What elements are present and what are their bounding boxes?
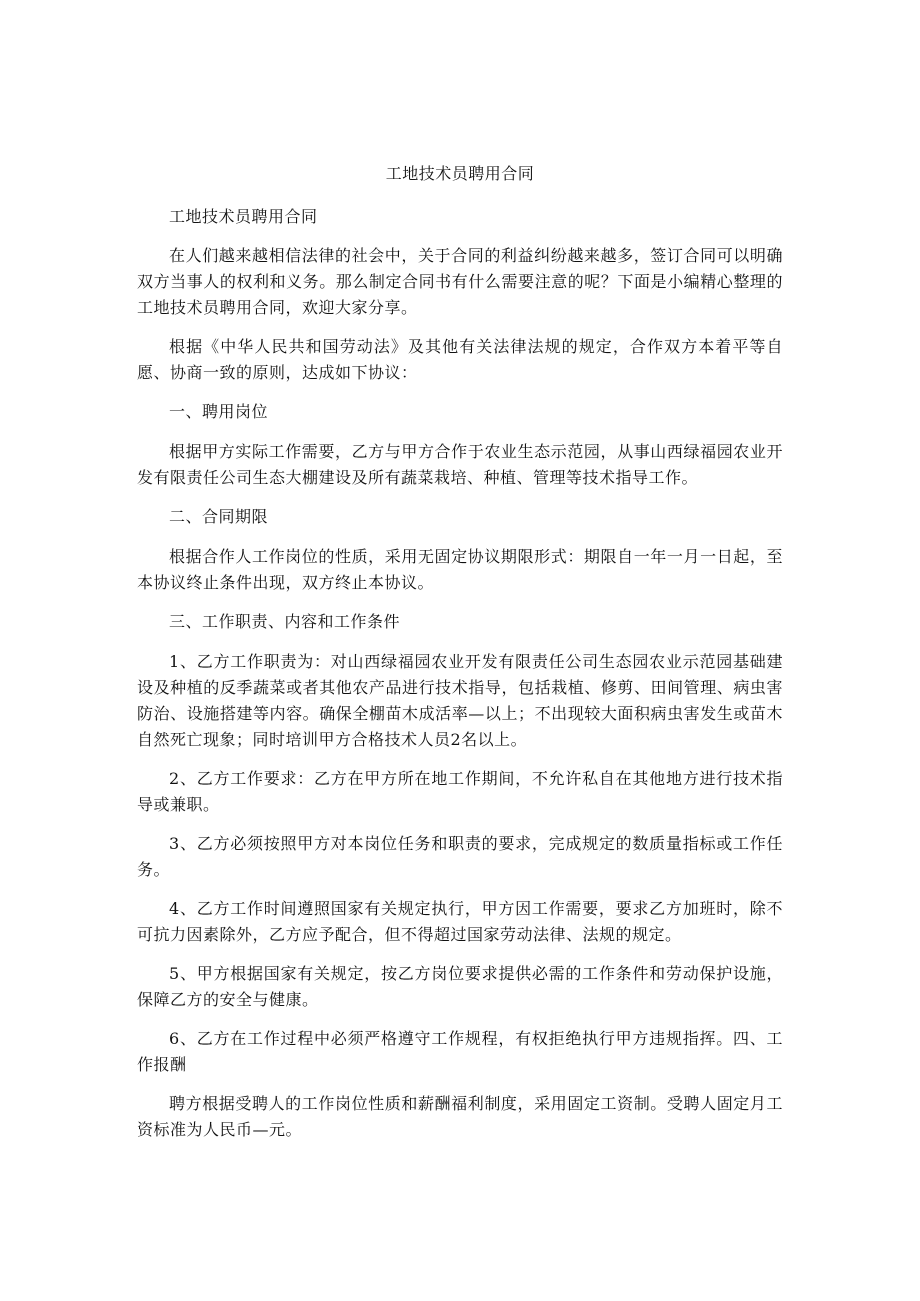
legal-basis-paragraph: 根据《中华人民共和国劳动法》及其他有关法律法规的规定，合作双方本着平等自愿、协商一致的原则，达成如下协议： <box>137 337 783 382</box>
duty-item-2: 2、乙方工作要求：乙方在甲方所在地工作期间，不允许私自在其他地方进行技术指导或兼职。 <box>137 769 783 814</box>
document-title: 工地技术员聘用合同 <box>385 164 535 183</box>
position-paragraph: 根据甲方实际工作需要，乙方与甲方合作于农业生态示范园，从事山西绿福园农业开发有限责任公司生态大棚建设及所有蔬菜栽培、种植、管理等技术指导工作。 <box>137 442 783 487</box>
section-heading-term: 二、合同期限 <box>169 507 269 526</box>
duty-item-6: 6、乙方在工作过程中必须严格遵守工作规程，有权拒绝执行甲方违规指挥。四、工作报酬 <box>137 1029 783 1074</box>
compensation-paragraph: 聘方根据受聘人的工作岗位性质和薪酬福利制度，采用固定工资制。受聘人固定月工资标准为人民币—元。 <box>137 1094 783 1139</box>
duty-item-3: 3、乙方必须按照甲方对本岗位任务和职责的要求，完成规定的数质量指标或工作任务。 <box>137 834 783 879</box>
document-body <box>137 204 783 1156</box>
term-paragraph: 根据合作人工作岗位的性质，采用无固定协议期限形式：期限自一年一月一日起，至本协议终止条件出现，双方终止本协议。 <box>137 547 783 592</box>
duty-item-4: 4、乙方工作时间遵照国家有关规定执行，甲方因工作需要，要求乙方加班时，除不可抗力因素除外，乙方应予配合，但不得超过国家劳动法律、法规的规定。 <box>137 899 783 944</box>
section-heading-position: 一、聘用岗位 <box>169 402 269 421</box>
duty-item-1: 1、乙方工作职责为：对山西绿福园农业开发有限责任公司生态园农业示范园基础建设及种植的反季蔬菜或者其他农产品进行技术指导，包括栽植、修剪、田间管理、病虫害防治、设施搭建等内容。确保全棚苗木成活率—以上；不出现较大面积病虫害发生或苗木自然死亡现象；同时培训甲方合格技术人员2名以上。 <box>137 652 783 749</box>
duty-item-5: 5、甲方根据国家有关规定，按乙方岗位要求提供必需的工作条件和劳动保护设施，保障乙方的安全与健康。 <box>137 964 783 1009</box>
subtitle-paragraph: 工地技术员聘用合同 <box>169 207 318 226</box>
section-heading-duties: 三、工作职责、内容和工作条件 <box>169 612 401 631</box>
intro-paragraph: 在人们越来越相信法律的社会中，关于合同的利益纠纷越来越多，签订合同可以明确双方当事人的权利和义务。那么制定合同书有什么需要注意的呢？下面是小编精心整理的工地技术员聘用合同，欢迎大家分享。 <box>137 246 783 317</box>
